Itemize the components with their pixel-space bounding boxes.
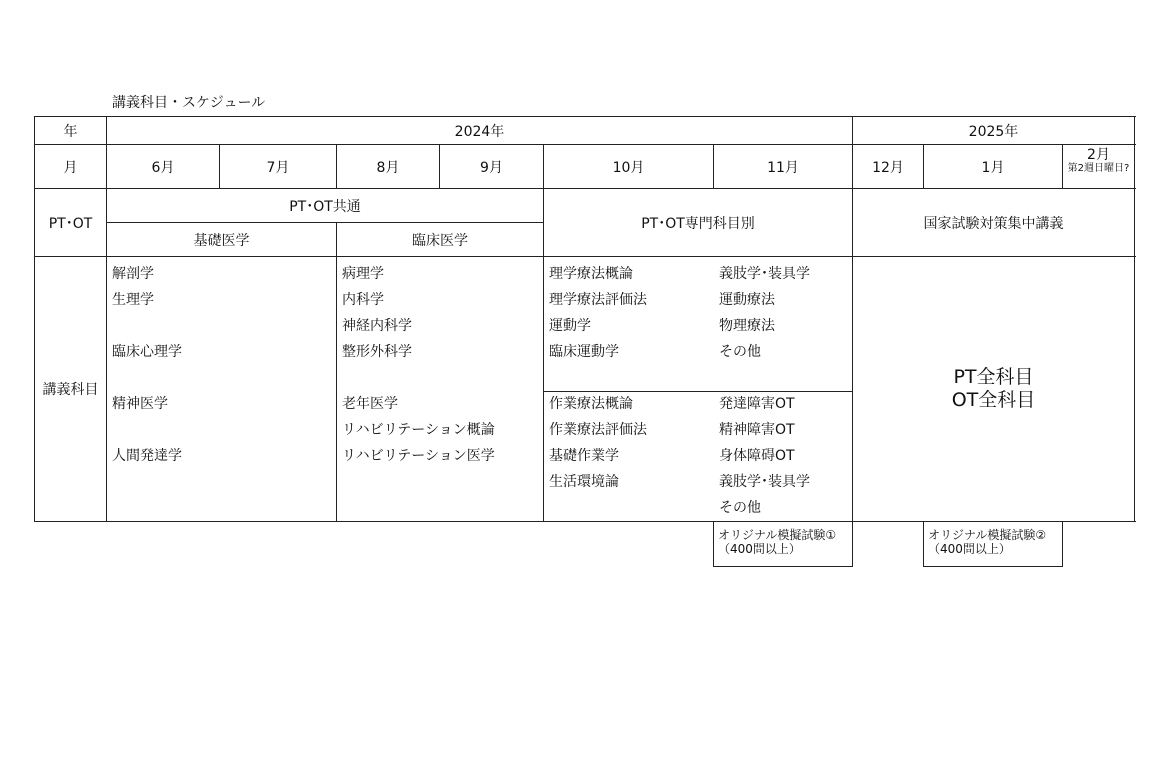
list-item: リハビリテーション医学 <box>342 448 495 464</box>
month-header: 9月 <box>480 159 503 176</box>
list-item: その他 <box>719 344 761 360</box>
category-label: PT･OT <box>48 215 93 232</box>
month-header: 6月 <box>151 159 175 176</box>
month-label: 月 <box>63 159 78 176</box>
list-item <box>112 313 182 339</box>
list-item <box>342 365 495 391</box>
list-item <box>112 417 182 443</box>
specialty-header: PT･OT専門科目別 <box>641 215 755 232</box>
list-item: 義肢学･装具学 <box>719 266 810 282</box>
list-item: 理学療法概論 <box>549 266 633 282</box>
list-item: 臨床心理学 <box>112 344 182 360</box>
list-item: 運動療法 <box>719 292 775 308</box>
list-item: 解剖学 <box>112 266 154 282</box>
month-header: 11月 <box>767 159 799 176</box>
year-label: 年 <box>63 123 78 140</box>
basic-medicine-list <box>112 261 182 469</box>
list-item: リハビリテーション概論 <box>342 422 495 438</box>
list-item <box>112 365 182 391</box>
pt-subjects-left <box>549 261 647 365</box>
list-item: 生理学 <box>112 292 154 308</box>
list-item: 老年医学 <box>342 396 398 412</box>
list-item: 臨床運動学 <box>549 344 619 360</box>
list-item: 身体障碍OT <box>719 448 795 464</box>
basic-medicine-header: 基礎医学 <box>193 232 250 249</box>
list-item: 基礎作業学 <box>549 448 619 464</box>
list-item: 精神医学 <box>112 396 168 412</box>
list-item: 生活環境論 <box>549 474 619 490</box>
month-header: 7月 <box>266 159 290 176</box>
list-item: 義肢学･装具学 <box>719 474 810 490</box>
pt-subjects-right <box>719 261 810 365</box>
clinical-medicine-header: 臨床医学 <box>412 232 468 249</box>
mock-exam-2 <box>923 521 1063 567</box>
month-header: 12月 <box>872 159 904 176</box>
month-header-feb <box>1063 145 1134 188</box>
pt-all-subjects: PT全科目 <box>953 366 1034 388</box>
mock-exam-1 <box>713 521 853 567</box>
feb-note: 第2週日曜日? <box>1067 163 1130 174</box>
national-exam-header: 国家試験対策集中講義 <box>923 215 1064 232</box>
list-item: その他 <box>719 500 761 516</box>
mock-exam-title: オリジナル模擬試験① <box>718 528 837 542</box>
ot-subjects-left <box>549 391 647 495</box>
mock-exam-detail: （400問以上） <box>928 542 1011 556</box>
list-item: 理学療法評価法 <box>549 292 647 308</box>
table-border-right <box>1134 116 1135 522</box>
list-item: 発達障害OT <box>719 396 795 412</box>
month-header: 10月 <box>612 159 645 176</box>
year-2024: 2024年 <box>454 123 505 140</box>
list-item: 運動学 <box>549 318 591 334</box>
subjects-label: 講義科目 <box>42 382 99 398</box>
list-item: 病理学 <box>342 266 384 282</box>
list-item: 物理療法 <box>719 318 775 334</box>
mock-exam-title: オリジナル模擬試験② <box>928 528 1047 542</box>
schedule-caption: 講義科目・スケジュール <box>112 95 266 111</box>
clinical-medicine-list <box>342 261 495 469</box>
common-subjects-header: PT･OT共通 <box>289 198 361 215</box>
ot-all-subjects: OT全科目 <box>951 389 1036 411</box>
list-item: 作業療法概論 <box>549 396 633 412</box>
list-item: 人間発達学 <box>112 448 182 464</box>
year-2025: 2025年 <box>968 123 1019 140</box>
month-header: 8月 <box>376 159 400 176</box>
mock-exam-detail: （400問以上） <box>718 542 801 556</box>
national-exam-subjects <box>853 257 1134 521</box>
feb-month: 2月 <box>1087 147 1110 163</box>
list-item: 神経内科学 <box>342 318 412 334</box>
list-item: 作業療法評価法 <box>549 422 647 438</box>
list-item: 内科学 <box>342 292 384 308</box>
list-item: 整形外科学 <box>342 344 412 360</box>
list-item: 精神障害OT <box>719 422 795 438</box>
month-header: 1月 <box>981 159 1005 176</box>
ot-subjects-right <box>719 391 810 521</box>
column-divider <box>336 222 337 522</box>
